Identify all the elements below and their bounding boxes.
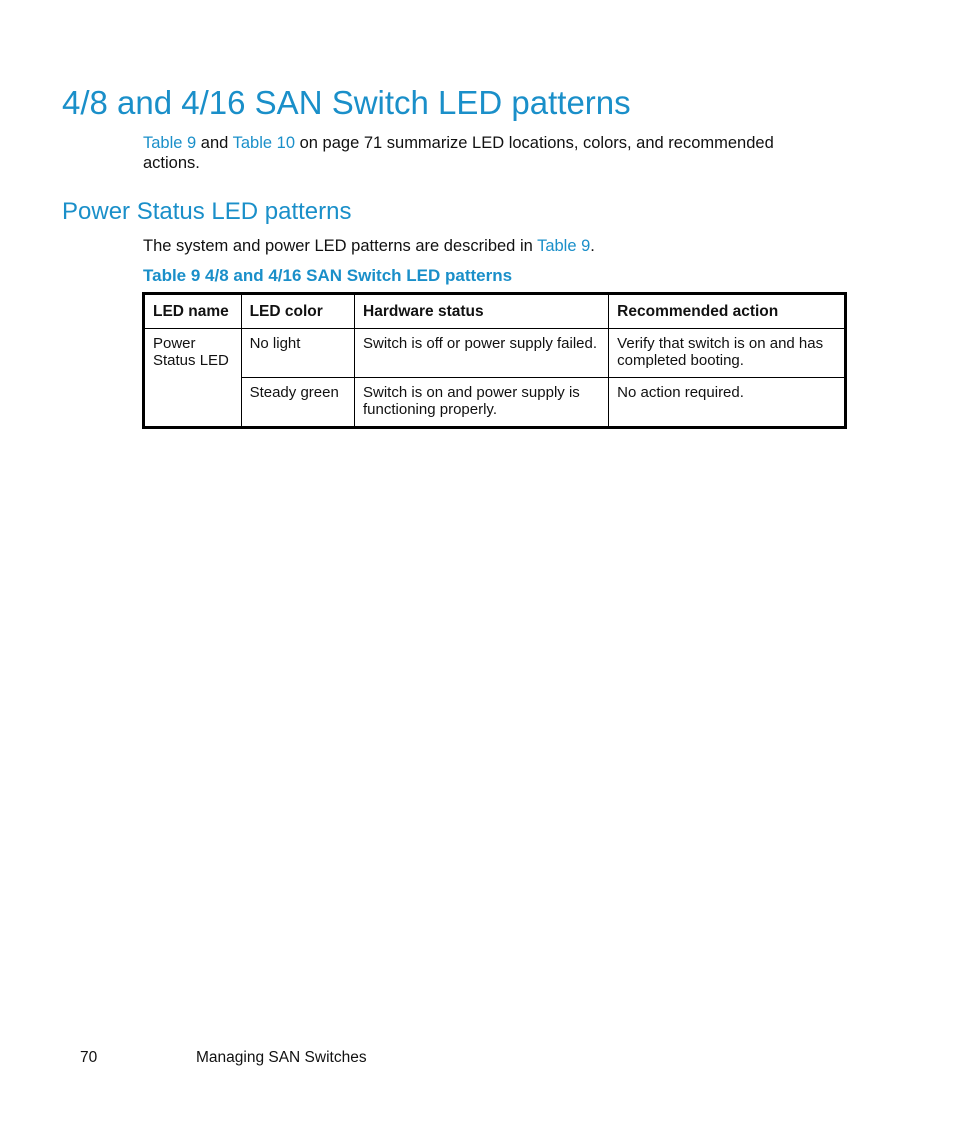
- cell-led-name: Power Status LED: [144, 329, 242, 428]
- intro-paragraph: [143, 133, 823, 173]
- cell-recommended-action: Verify that switch is on and has completed booting.: [609, 329, 846, 378]
- cell-recommended-action: No action required.: [609, 378, 846, 428]
- header-led-name: LED name: [144, 294, 242, 329]
- page-title: 4/8 and 4/16 SAN Switch LED patterns: [62, 84, 631, 121]
- section-heading: Power Status LED patterns: [62, 198, 352, 225]
- header-recommended-action: Recommended action: [609, 294, 846, 329]
- header-led-color: LED color: [241, 294, 354, 329]
- cell-hardware-status: Switch is off or power supply failed.: [355, 329, 609, 378]
- section-text: The system and power LED patterns are described in: [143, 237, 538, 255]
- table-row: [144, 329, 846, 378]
- table-9-link-2[interactable]: Table 9: [537, 237, 591, 255]
- header-hardware-status: Hardware status: [355, 294, 609, 329]
- intro-text-2: on page 71 summarize LED locations, colors, and recommended actions.: [143, 134, 774, 172]
- section-paragraph: [143, 236, 595, 256]
- cell-hardware-status: Switch is on and power supply is functioning properly.: [355, 378, 609, 428]
- cell-led-color: No light: [241, 329, 354, 378]
- cell-led-color: Steady green: [241, 378, 354, 428]
- led-patterns-table: [142, 292, 847, 429]
- footer-title: Managing SAN Switches: [196, 1049, 367, 1066]
- page-number: 70: [80, 1049, 98, 1066]
- table-10-link[interactable]: Table 10: [232, 134, 296, 152]
- table-row: [144, 378, 846, 428]
- table-header-row: [144, 294, 846, 329]
- table-9-link[interactable]: Table 9: [143, 134, 197, 152]
- table-caption: Table 9 4/8 and 4/16 SAN Switch LED patterns: [143, 266, 513, 285]
- intro-text-1: and: [196, 134, 233, 152]
- section-text-end: .: [590, 237, 595, 255]
